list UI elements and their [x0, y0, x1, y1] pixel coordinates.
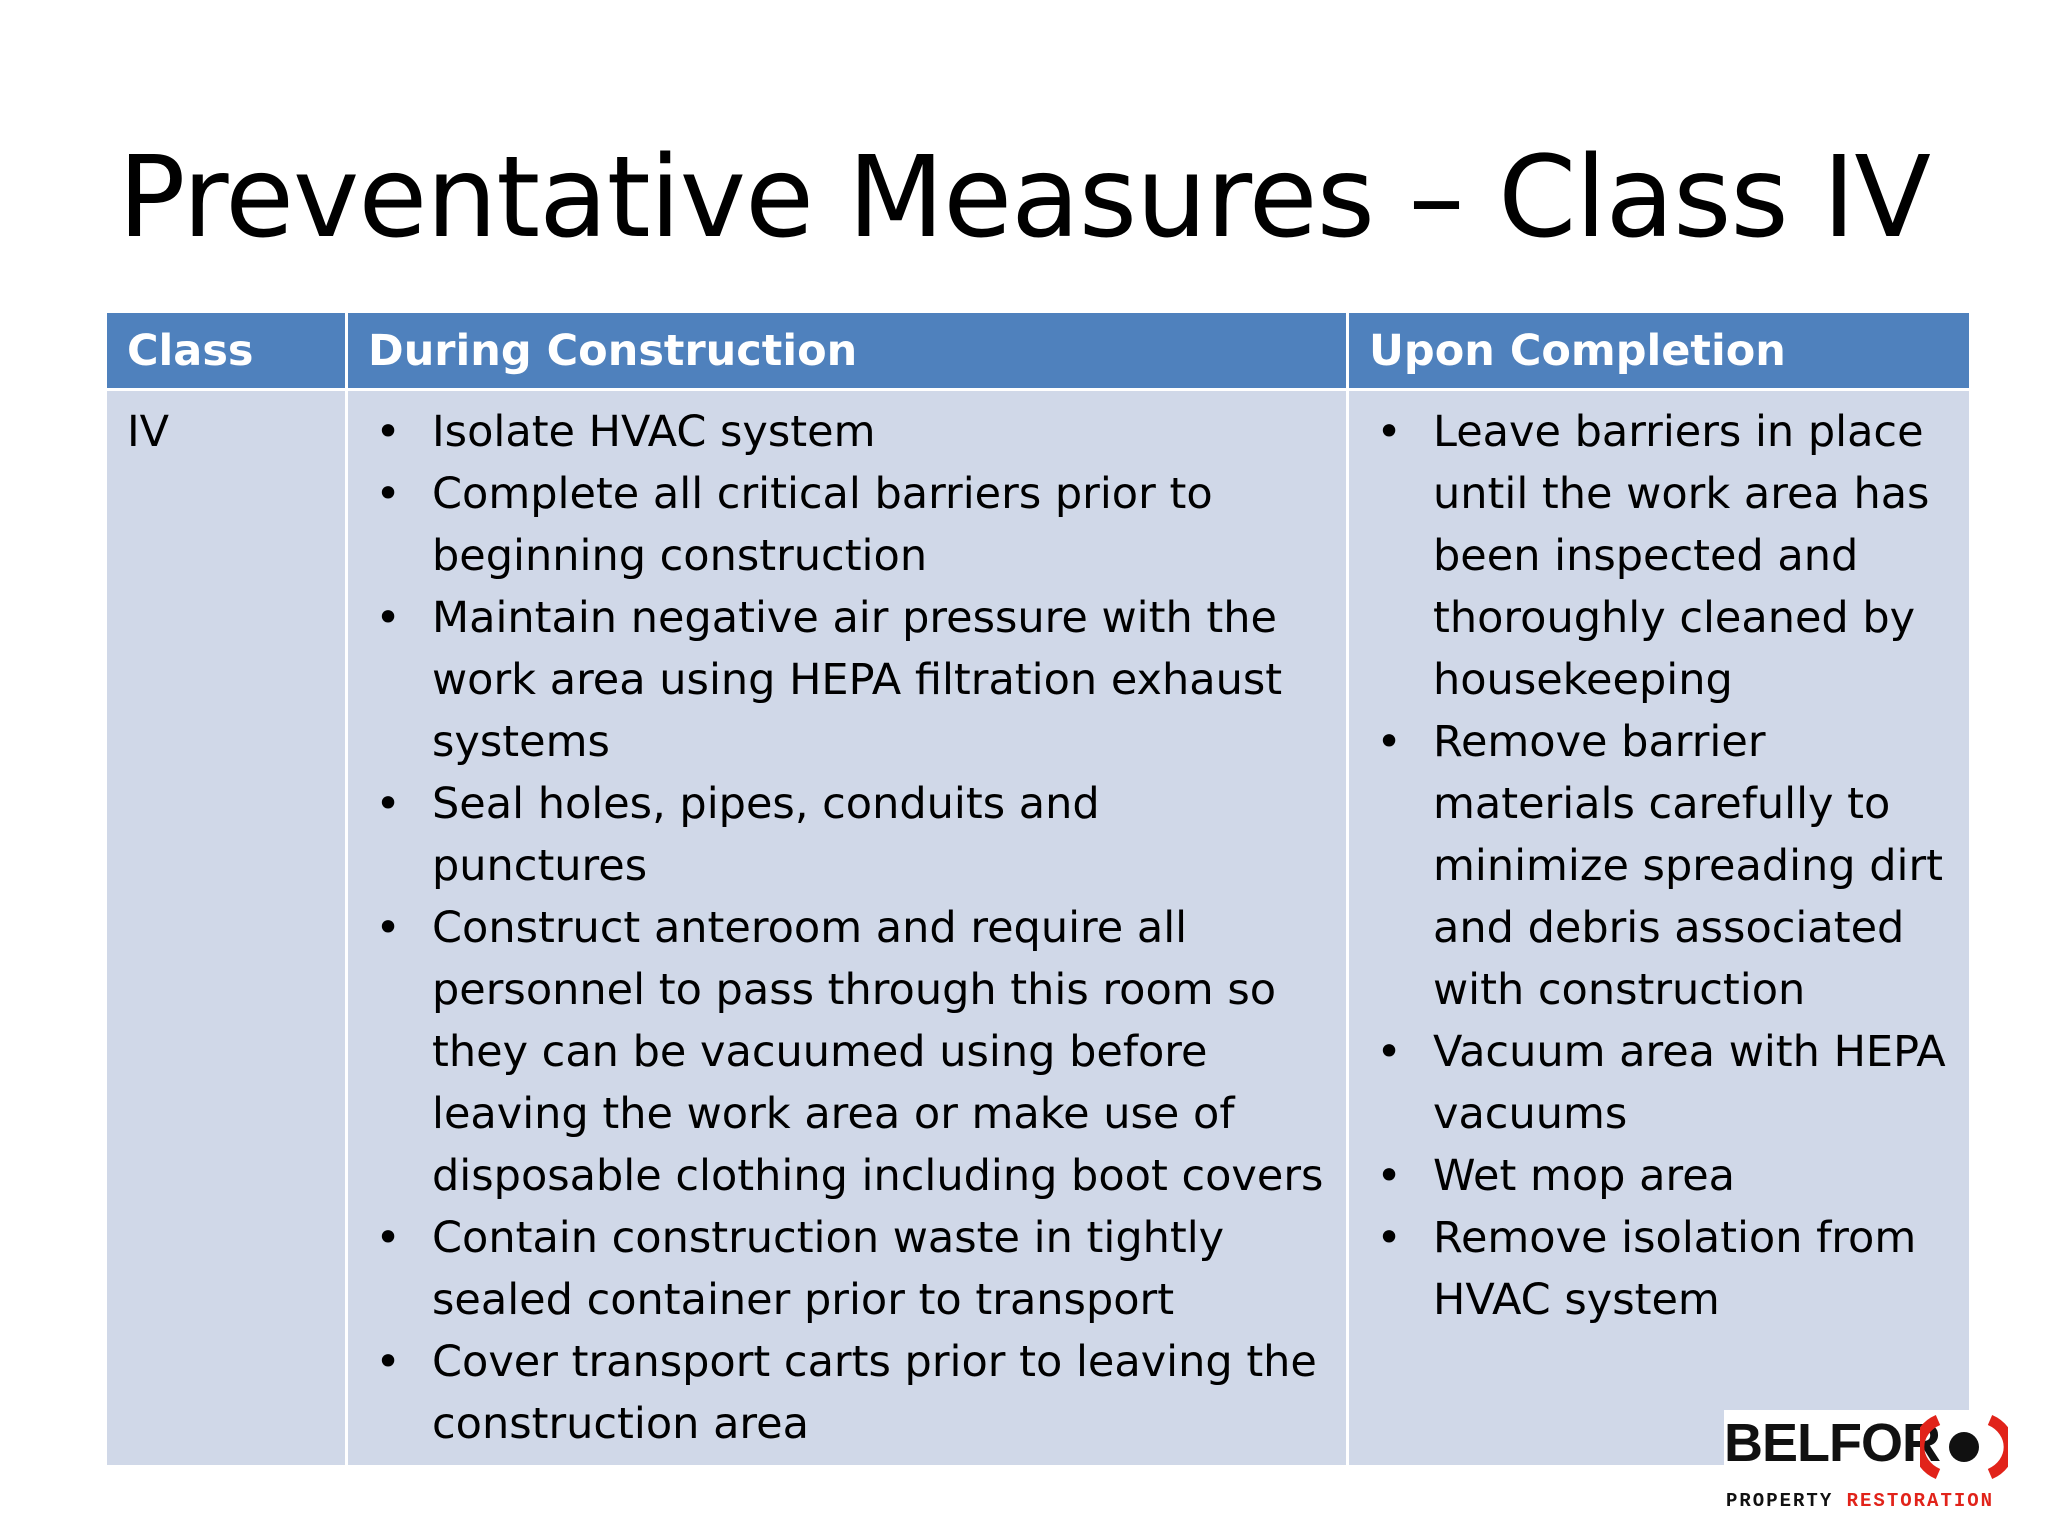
list-item-text: Contain construction waste in tightly sealed container prior to transport [432, 1213, 1225, 1325]
bullet-icon: • [375, 903, 401, 953]
bullet-icon: • [375, 593, 401, 643]
bullet-icon: • [1376, 1151, 1402, 1201]
list-item-text: Vacuum area with HEPA vacuums [1433, 1027, 1946, 1139]
list-item [1369, 711, 1949, 1021]
bullet-icon: • [1376, 1027, 1402, 1077]
bullet-icon: • [375, 1337, 401, 1387]
slide-title: Preventative Measures – Class IV [117, 133, 1931, 263]
bullet-icon: • [375, 469, 401, 519]
cell-class: IV [107, 391, 345, 1465]
measures-table [104, 310, 1972, 1468]
list-item [368, 463, 1326, 587]
cell-upon-completion [1349, 391, 1969, 1465]
table-header-row [107, 313, 1969, 388]
list-item [368, 1207, 1326, 1331]
list-item [1369, 1021, 1949, 1145]
belfor-logo [1724, 1410, 2024, 1518]
list-item [368, 587, 1326, 773]
bullet-icon: • [375, 407, 401, 457]
bullet-icon: • [1376, 407, 1402, 457]
bullet-icon: • [375, 1213, 401, 1263]
list-item-text: Maintain negative air pressure with the work area using HEPA filtration exhaust systems [432, 593, 1283, 767]
bullet-icon: • [375, 779, 401, 829]
header-class: Class [107, 313, 345, 388]
header-upon-completion: Upon Completion [1349, 313, 1969, 388]
bullet-icon: • [1376, 1213, 1402, 1263]
upon-completion-list [1369, 401, 1949, 1331]
logo-tagline [1726, 1490, 1994, 1512]
cell-during-construction [348, 391, 1346, 1465]
belfor-mark-icon [1920, 1414, 2008, 1480]
list-item [1369, 1207, 1949, 1331]
list-item [1369, 1145, 1949, 1207]
list-item [368, 773, 1326, 897]
during-construction-list [368, 401, 1326, 1455]
list-item-text: Complete all critical barriers prior to beginning construction [432, 469, 1213, 581]
list-item-text: Remove barrier materials carefully to minimize spreading dirt and debris associated with construction [1433, 717, 1944, 1015]
logo-wordmark: BELFOR [1724, 1413, 1940, 1473]
list-item [368, 897, 1326, 1207]
list-item-text: Cover transport carts prior to leaving the construction area [432, 1337, 1317, 1449]
bullet-icon: • [1376, 717, 1402, 767]
list-item-text: Seal holes, pipes, conduits and punctures [432, 779, 1100, 891]
list-item [368, 1331, 1326, 1455]
logo-tagline-restoration: RESTORATION [1846, 1490, 1995, 1512]
list-item [368, 401, 1326, 463]
list-item-text: Wet mop area [1433, 1151, 1736, 1201]
header-during-construction: During Construction [348, 313, 1346, 388]
list-item-text: Leave barriers in place until the work area has been inspected and thoroughly cleaned by housekeeping [1433, 407, 1930, 705]
list-item-text: Remove isolation from HVAC system [1433, 1213, 1917, 1325]
measures-table-wrapper [104, 310, 1960, 1468]
list-item-text: Construct anteroom and require all personnel to pass through this room so they can be vacuumed using before leaving the work area or make use of disposable clothing including boot covers [432, 903, 1324, 1201]
list-item-text: Isolate HVAC system [432, 407, 876, 457]
logo-tagline-property: PROPERTY [1726, 1490, 1834, 1512]
list-item [1369, 401, 1949, 711]
table-row [107, 391, 1969, 1465]
